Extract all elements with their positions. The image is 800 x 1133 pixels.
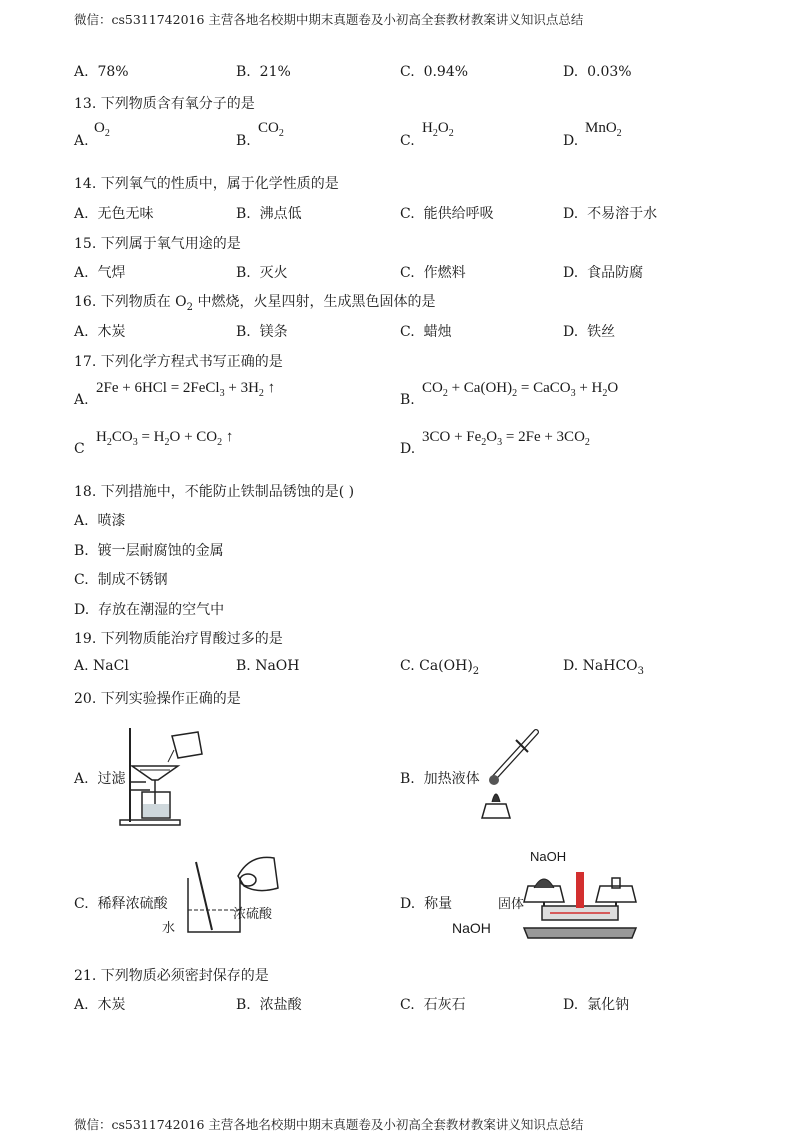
q17-equation-c: $H_2CO_3 = H_2O + CO_2$ ↑	[96, 429, 234, 448]
q20-option-c[interactable]: C. 稀释浓硫酸	[74, 896, 168, 912]
q19-option-d[interactable]: D. NaHCO$_3$	[563, 658, 645, 677]
q13-stem: 13. 下列物质含有氧分子的是	[74, 96, 255, 112]
q12-option-a[interactable]: A. 78%	[74, 64, 129, 80]
page-footer: 微信：cs5311742016 主营各地名校期中期末真题卷及小初高全套教材教案讲义知识点总结	[74, 1117, 584, 1132]
q19-option-b[interactable]: B. NaOH	[236, 658, 300, 674]
page-header: 微信：cs5311742016 主营各地名校期中期末真题卷及小初高全套教材教案讲义知识点总结	[74, 12, 584, 27]
q21-option-c[interactable]: C. 石灰石	[400, 997, 466, 1013]
q18-stem: 18. 下列措施中，不能防止铁制品锈蚀的是( )	[74, 484, 355, 500]
q13-option-c-formula: $H_2O_2$	[422, 120, 454, 139]
q17-option-c-letter[interactable]: C	[74, 441, 85, 457]
q19-stem: 19. 下列物质能治疗胃酸过多的是	[74, 631, 283, 647]
q13-option-b-letter[interactable]: B.	[236, 133, 251, 149]
naoh-top-label: NaOH	[530, 849, 567, 864]
heating-liquid-figure	[470, 718, 560, 828]
q17-equation-b: $CO_2 + Ca(OH)_2$ = CaCO$_3$ + $H_2O$	[422, 380, 619, 399]
q21-option-b[interactable]: B. 浓盐酸	[236, 997, 302, 1013]
q15-option-d[interactable]: D. 食品防腐	[563, 265, 644, 281]
dilution-figure	[178, 848, 288, 938]
q21-stem: 21. 下列物质必须密封保存的是	[74, 968, 269, 984]
q14-option-a[interactable]: A. 无色无味	[74, 206, 154, 222]
q20-option-d[interactable]: D. 称量	[400, 896, 453, 912]
q14-stem: 14. 下列氧气的性质中，属于化学性质的是	[74, 176, 339, 192]
q20-option-b[interactable]: B. 加热液体	[400, 771, 480, 787]
q16-option-a[interactable]: A. 木炭	[74, 324, 126, 340]
q17-option-d-letter[interactable]: D.	[400, 441, 416, 457]
q14-option-c[interactable]: C. 能供给呼吸	[400, 206, 494, 222]
q13-option-a-formula: $O_2$	[94, 120, 110, 139]
concentrated-acid-label: 浓硫酸	[233, 906, 273, 921]
q12-option-b[interactable]: B. 21%	[236, 64, 291, 80]
q18-option-a[interactable]: A. 喷漆	[74, 513, 126, 529]
q13-option-c-letter[interactable]: C.	[400, 133, 415, 149]
q15-option-c[interactable]: C. 作燃料	[400, 265, 466, 281]
q13-option-d-formula: MnO$_2$	[585, 120, 622, 139]
q13-option-d-letter[interactable]: D.	[563, 133, 579, 149]
naoh-bottom-label: NaOH	[452, 920, 491, 936]
q20-option-a[interactable]: A. 过滤	[74, 771, 126, 787]
q15-option-a[interactable]: A. 气焊	[74, 265, 126, 281]
balance-figure	[520, 862, 640, 942]
q18-option-d[interactable]: D. 存放在潮湿的空气中	[74, 602, 225, 618]
q16-option-c[interactable]: C. 蜡烛	[400, 324, 452, 340]
q19-option-c[interactable]: C. $Ca(OH)_2$	[400, 658, 480, 677]
q12-option-c[interactable]: C. 0.94%	[400, 64, 469, 80]
q21-option-a[interactable]: A. 木炭	[74, 997, 126, 1013]
water-label: 水	[162, 920, 176, 935]
q20-stem: 20. 下列实验操作正确的是	[74, 691, 241, 707]
q13-option-b-formula: $CO_2$	[258, 120, 284, 139]
q16-option-b[interactable]: B. 镁条	[236, 324, 288, 340]
q16-stem: 16. 下列物质在 $O_2$ 中燃烧，火星四射，生成黑色固体的是	[74, 294, 436, 313]
q15-stem: 15. 下列属于氧气用途的是	[74, 236, 241, 252]
q19-option-a[interactable]: A. NaCl	[74, 658, 129, 674]
q14-option-b[interactable]: B. 沸点低	[236, 206, 302, 222]
q17-equation-d: $3CO + Fe_2O_3 = 2Fe + 3CO_2$	[422, 429, 590, 448]
q14-option-d[interactable]: D. 不易溶于水	[563, 206, 658, 222]
q15-option-b[interactable]: B. 灭火	[236, 265, 288, 281]
q16-option-d[interactable]: D. 铁丝	[563, 324, 616, 340]
filtration-apparatus-figure	[110, 720, 220, 830]
q13-option-a-letter[interactable]: A.	[74, 133, 89, 149]
q17-equation-a: 2Fe + 6HCl = 2FeCl$_3$ + $3H_2$ ↑	[96, 380, 276, 399]
q18-option-c[interactable]: C. 制成不锈钢	[74, 572, 168, 588]
q17-stem: 17. 下列化学方程式书写正确的是	[74, 354, 283, 370]
q17-option-b-letter[interactable]: B.	[400, 392, 415, 408]
solid-label: 固体	[498, 896, 525, 911]
q18-option-b[interactable]: B. 镀一层耐腐蚀的金属	[74, 543, 224, 559]
q12-option-d[interactable]: D. 0.03%	[563, 64, 632, 80]
q21-option-d[interactable]: D. 氯化钠	[563, 997, 630, 1013]
q17-option-a-letter[interactable]: A.	[74, 392, 89, 408]
